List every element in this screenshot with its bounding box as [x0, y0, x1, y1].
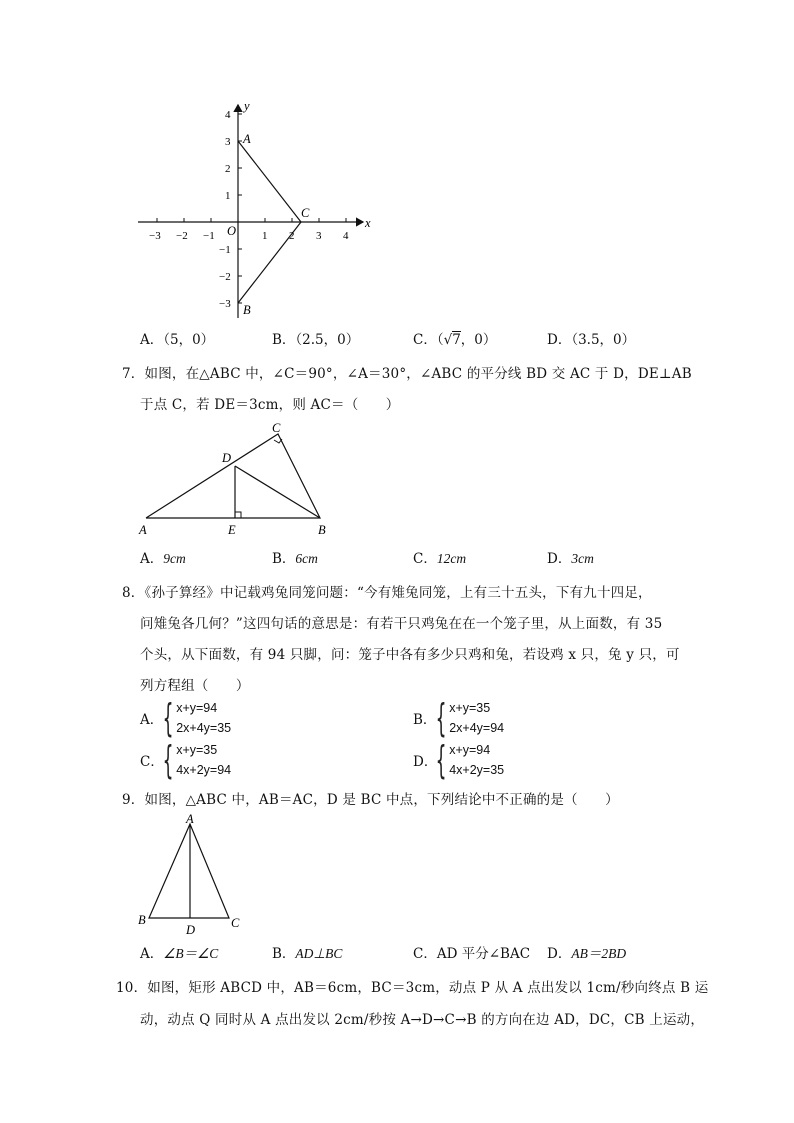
brace-icon: {	[162, 738, 174, 782]
x-tick-label: −1	[203, 230, 215, 242]
x-tick-label: 4	[343, 230, 349, 242]
q8-stem-line1: 8．《孙子算经》中记载鸡兔同笼问题：“今有雉兔同笼，上有三十五头，下有九十四足，	[122, 585, 652, 601]
q9-option-a[interactable]	[140, 944, 218, 964]
q10-stem-line1: 10．如图，矩形 ABCD 中，AB＝6cm，BC＝3cm，动点 P 从 A 点出发以 1cm/秒向终点 B 运	[116, 980, 709, 996]
option-text: （3.5，0）	[571, 332, 636, 348]
equation: x+y=35	[176, 743, 218, 757]
triangle-abc	[149, 824, 229, 918]
y-tick-label: 3	[225, 136, 231, 148]
x-tick-label: 2	[289, 230, 295, 242]
option-letter: D．	[547, 332, 572, 348]
x-tick-label: 1	[262, 230, 268, 242]
q8-option-b-system	[429, 698, 504, 738]
q7-option-c[interactable]	[413, 549, 466, 569]
point-c-label: C	[301, 206, 310, 220]
q8-option-c-system	[156, 740, 231, 780]
vertex-c-label: C	[272, 421, 281, 435]
q10-stem-line2: 动，动点 Q 同时从 A 点出发以 2cm/秒按 A→D→C→B 的方向在边 AD，DC，CB 上运动，	[140, 1012, 705, 1028]
vertex-b-label: B	[318, 523, 326, 537]
option-text: 9cm	[163, 551, 186, 566]
q7-stem-line1: 7．如图，在△ABC 中，∠C＝90°，∠A＝30°，∠ABC 的平分线 BD 交 AC 于 D，DE⊥AB	[122, 366, 692, 382]
option-letter: D．	[547, 946, 572, 962]
q8-option-d-letter[interactable]: D．	[413, 754, 438, 770]
y-tick-label: 2	[225, 163, 231, 175]
q8-option-d-system	[429, 740, 504, 780]
point-b-label: B	[243, 303, 251, 317]
option-text: 6cm	[295, 551, 318, 566]
option-text: （5，0）	[163, 332, 215, 348]
q8-option-c-letter[interactable]: C．	[140, 754, 164, 770]
equation: x+y=35	[449, 701, 491, 715]
q8-option-a-letter[interactable]: A．	[140, 712, 164, 728]
q9-isosceles-figure	[132, 812, 252, 940]
brace-icon: {	[162, 696, 174, 740]
y-tick-label: 4	[225, 109, 231, 121]
q9-option-d[interactable]	[547, 944, 626, 964]
q9-stem-line1: 9．如图，△ABC 中，AB＝AC，D 是 BC 中点，下列结论中不正确的是（ ）	[122, 792, 619, 808]
point-d-label: D	[222, 451, 232, 465]
equation: 2x+4y=94	[449, 721, 505, 735]
option-text: （2.5，0）	[295, 332, 360, 348]
y-tick-label: −3	[219, 298, 231, 310]
q8-stem-line4: 列方程组（ ）	[140, 678, 250, 694]
x-axis-label: x	[365, 216, 371, 230]
equation: x+y=94	[176, 701, 218, 715]
equation: x+y=94	[449, 743, 491, 757]
vertex-a-label: A	[139, 523, 147, 537]
y-axis-label: y	[244, 100, 250, 113]
q6-option-d[interactable]	[547, 330, 635, 350]
q7-option-b[interactable]	[272, 549, 318, 569]
q8-option-a-system	[156, 698, 231, 738]
option-text: AD⊥BC	[295, 946, 343, 961]
brace-icon: {	[435, 696, 447, 740]
option-letter: A．	[140, 332, 164, 348]
option-letter: A．	[140, 946, 164, 962]
vertex-c-label: C	[231, 916, 240, 930]
q8-option-b-letter[interactable]: B．	[413, 712, 437, 728]
option-letter: C．	[413, 946, 437, 962]
option-letter: B．	[272, 551, 296, 567]
option-letter: A．	[140, 551, 164, 567]
origin-label: O	[227, 224, 237, 238]
q9-option-b[interactable]	[272, 944, 342, 964]
y-tick-label: −2	[219, 271, 231, 283]
q6-option-a[interactable]	[140, 330, 214, 350]
triangle-abc	[146, 434, 320, 518]
right-angle-e	[235, 512, 241, 518]
vertex-b-label: B	[138, 913, 146, 927]
equation: 2x+4y=35	[176, 721, 232, 735]
q7-option-a[interactable]	[140, 549, 186, 569]
option-letter: B．	[272, 332, 296, 348]
option-letter: C．	[413, 332, 437, 348]
x-tick-label: 3	[316, 230, 322, 242]
q8-stem-line3: 个头，从下面数，有 94 只脚，问：笼子中各有多少只鸡和兔，若设鸡 x 只，兔 y 只，可	[140, 647, 680, 663]
point-a-label: A	[243, 132, 251, 146]
option-text: 3cm	[571, 551, 594, 566]
option-text: ∠B＝∠C	[163, 946, 219, 961]
option-text: AD 平分∠BAC	[436, 946, 531, 962]
q7-triangle-figure	[138, 420, 338, 542]
option-letter: C．	[413, 551, 437, 567]
q6-option-c[interactable]	[413, 330, 496, 350]
equation: 4x+2y=94	[176, 763, 232, 777]
option-text-pre: （	[436, 332, 444, 348]
option-letter: D．	[547, 551, 572, 567]
sqrt-radicand: 7	[452, 332, 461, 348]
x-tick-label: −2	[176, 230, 188, 242]
point-d-label: D	[186, 923, 196, 937]
q7-option-d[interactable]	[547, 549, 594, 569]
q6-option-b[interactable]	[272, 330, 359, 350]
option-text-post: ，0）	[460, 332, 497, 348]
option-text: AB＝2BD	[571, 946, 627, 961]
y-tick-label: −1	[219, 244, 231, 256]
x-tick-label: −3	[149, 230, 161, 242]
option-text: 12cm	[436, 551, 467, 566]
equation: 4x+2y=35	[449, 763, 505, 777]
sqrt-symbol: √	[443, 332, 453, 348]
option-letter: B．	[272, 946, 296, 962]
y-tick-label: 1	[225, 190, 231, 202]
segment-ac	[238, 141, 301, 222]
q7-stem-line2: 于点 C，若 DE＝3cm，则 AC＝（ ）	[140, 397, 400, 413]
brace-icon: {	[435, 738, 447, 782]
point-e-label: E	[228, 523, 236, 537]
vertex-a-label: A	[186, 812, 194, 826]
q9-option-c[interactable]	[413, 944, 530, 964]
q8-stem-line2: 问雉兔各几何？”这四句话的意思是：有若干只鸡兔在在一个笼子里，从上面数，有 35	[140, 616, 663, 632]
q6-coordinate-graph	[135, 100, 380, 325]
